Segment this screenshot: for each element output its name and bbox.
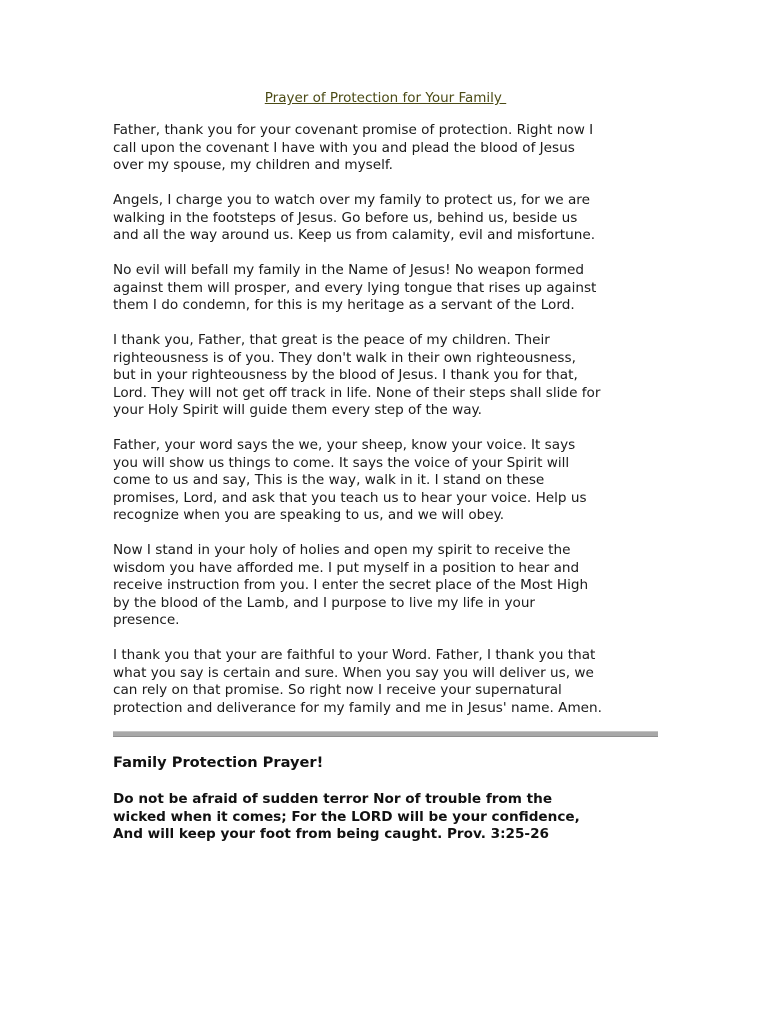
paragraph-5: Father, your word says the we, your sheep, know your voice. It says you will show us things to come. It says the voice of your Spirit will come to us and say, This is the way, walk in it. I stand on these promises, Lord, and ask that you teach us to hear your voice. Help us recognize when you are speaking to us, and we will obey.: [113, 437, 587, 523]
document-title: Prayer of Protection for Your Family: [264, 90, 507, 106]
paragraph-3: No evil will befall my family in the Name of Jesus! No weapon formed against them will prosper, and every lying tongue that rises up against them I do condemn, for this is my heritage as a servant of the Lord.: [113, 262, 597, 313]
paragraph-6: Now I stand in your holy of holies and open my spirit to receive the wisdom you have afforded me. I put myself in a position to hear and receive instruction from you. I enter the secret place of the Most High by the blood of the Lamb, and I purpose to live my life in your presence.: [113, 542, 589, 628]
paragraph-1: Father, thank you for your covenant promise of protection. Right now I call upon the covenant I have with you and plead the blood of Jesus over my spouse, my children and myself.: [113, 122, 594, 173]
section-heading: Family Protection Prayer!: [113, 754, 324, 771]
paragraph-4: I thank you, Father, that great is the peace of my children. Their righteousness is of you. They don't walk in their own righteousness, but in your righteousness by the blood of Jesus. I thank you for that, Lord. They will not get off track in life. None of their steps shall slide for your Holy Spirit will guide them every step of the way.: [113, 332, 601, 418]
horizontal-divider: [113, 731, 658, 737]
scripture-quote: Do not be afraid of sudden terror Nor of trouble from the wicked when it comes; For the LORD will be your confidence, And will keep your foot from being caught. Prov. 3:25-26: [113, 791, 580, 842]
paragraph-7: I thank you that your are faithful to your Word. Father, I thank you that what you say is certain and sure. When you say you will deliver us, we can rely on that promise. So right now I receive your supernatural protection and deliverance for my family and me in Jesus' name. Amen.: [113, 647, 602, 716]
paragraph-2: Angels, I charge you to watch over my family to protect us, for we are walking in the footsteps of Jesus. Go before us, behind us, beside us and all the way around us. Keep us from calamity, evil and misfortune.: [113, 192, 596, 243]
document-page: [113, 88, 658, 844]
